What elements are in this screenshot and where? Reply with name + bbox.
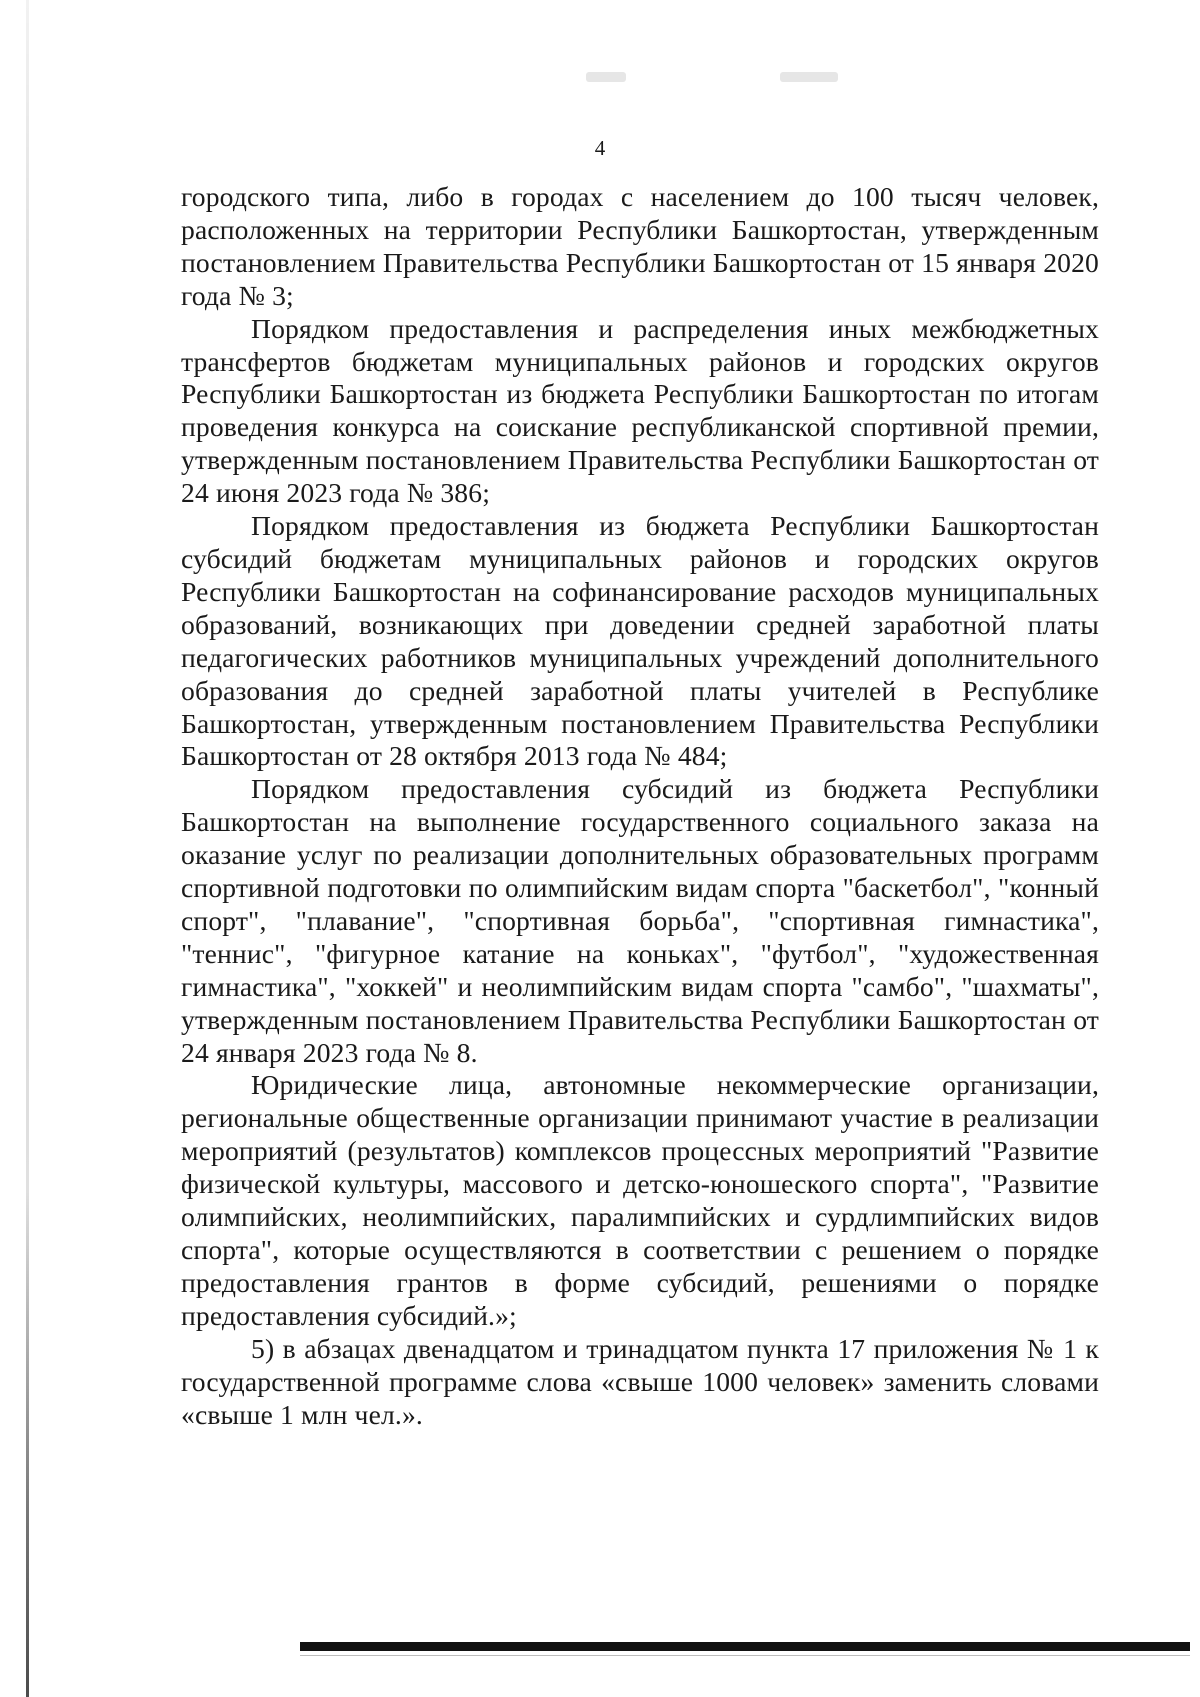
scan-smudge bbox=[780, 72, 838, 82]
scan-smudge bbox=[586, 72, 626, 82]
paragraph-1: городского типа, либо в городах с населением до 100 тысяч человек, расположенных на территории Республики Башкортостан, утвержденным постановлением Правительства Республики Башкортостан от 15 января 2020 года № 3; bbox=[181, 181, 1099, 311]
paragraph-4: Порядком предоставления субсидий из бюджета Республики Башкортостан на выполнение государственного социального заказа на оказание услуг по реализации дополнительных образовательных программ спортивной подготовки по олимпийским видам спорта "баскетбол", "конный спорт", "плавание", "спортивная борьба", "спортивная гимнастика", "теннис", "фигурное катание на коньках", "футбол", "художественная гимнастика", "хоккей" и неолимпийским видам спорта "самбо", "шахматы", утвержденным постановлением Правительства Республики Башкортостан от 24 января 2023 года № 8. bbox=[181, 773, 1099, 1068]
scan-bottom-line bbox=[300, 1655, 1190, 1656]
scan-edge-shadow bbox=[26, 0, 29, 1697]
document-body bbox=[181, 181, 1099, 1431]
paragraph-2: Порядком предоставления и распределения иных межбюджетных трансфертов бюджетам муниципальных районов и городских округов Республики Башкортостан из бюджета Республики Башкортостан по итогам проведения конкурса на соискание республиканской спортивной премии, утвержденным постановлением Правительства Республики Башкортостан от 24 июня 2023 года № 386; bbox=[181, 312, 1099, 509]
paragraph-3: Порядком предоставления из бюджета Республики Башкортостан субсидий бюджетам муниципальных районов и городских округов Республики Башкортостан на софинансирование расходов муниципальных образований, возникающих при доведении средней заработной платы педагогических работников муниципальных учреждений дополнительного образования до средней заработной платы учителей в Республике Башкортостан, утвержденным постановлением Правительства Республики Башкортостан от 28 октября 2013 года № 484; bbox=[181, 510, 1099, 772]
paragraph-5: Юридические лица, автономные некоммерческие организации, региональные общественные организации принимают участие в реализации мероприятий (результатов) комплексов процессных мероприятий "Развитие физической культуры, массового и детско-юношеского спорта", "Развитие олимпийских, неолимпийских, паралимпийских и сурдлимпийских видов спорта", которые осуществляются в соответствии с решением о порядке предоставления грантов в форме субсидий, решениями о порядке предоставления субсидий.»; bbox=[181, 1069, 1099, 1331]
scan-bottom-bar bbox=[300, 1642, 1190, 1651]
page-number: 4 bbox=[594, 136, 606, 160]
paragraph-6: 5) в абзацах двенадцатом и тринадцатом пункта 17 приложения № 1 к государственной программе слова «свыше 1000 человек» заменить словами «свыше 1 млн чел.». bbox=[181, 1332, 1099, 1430]
